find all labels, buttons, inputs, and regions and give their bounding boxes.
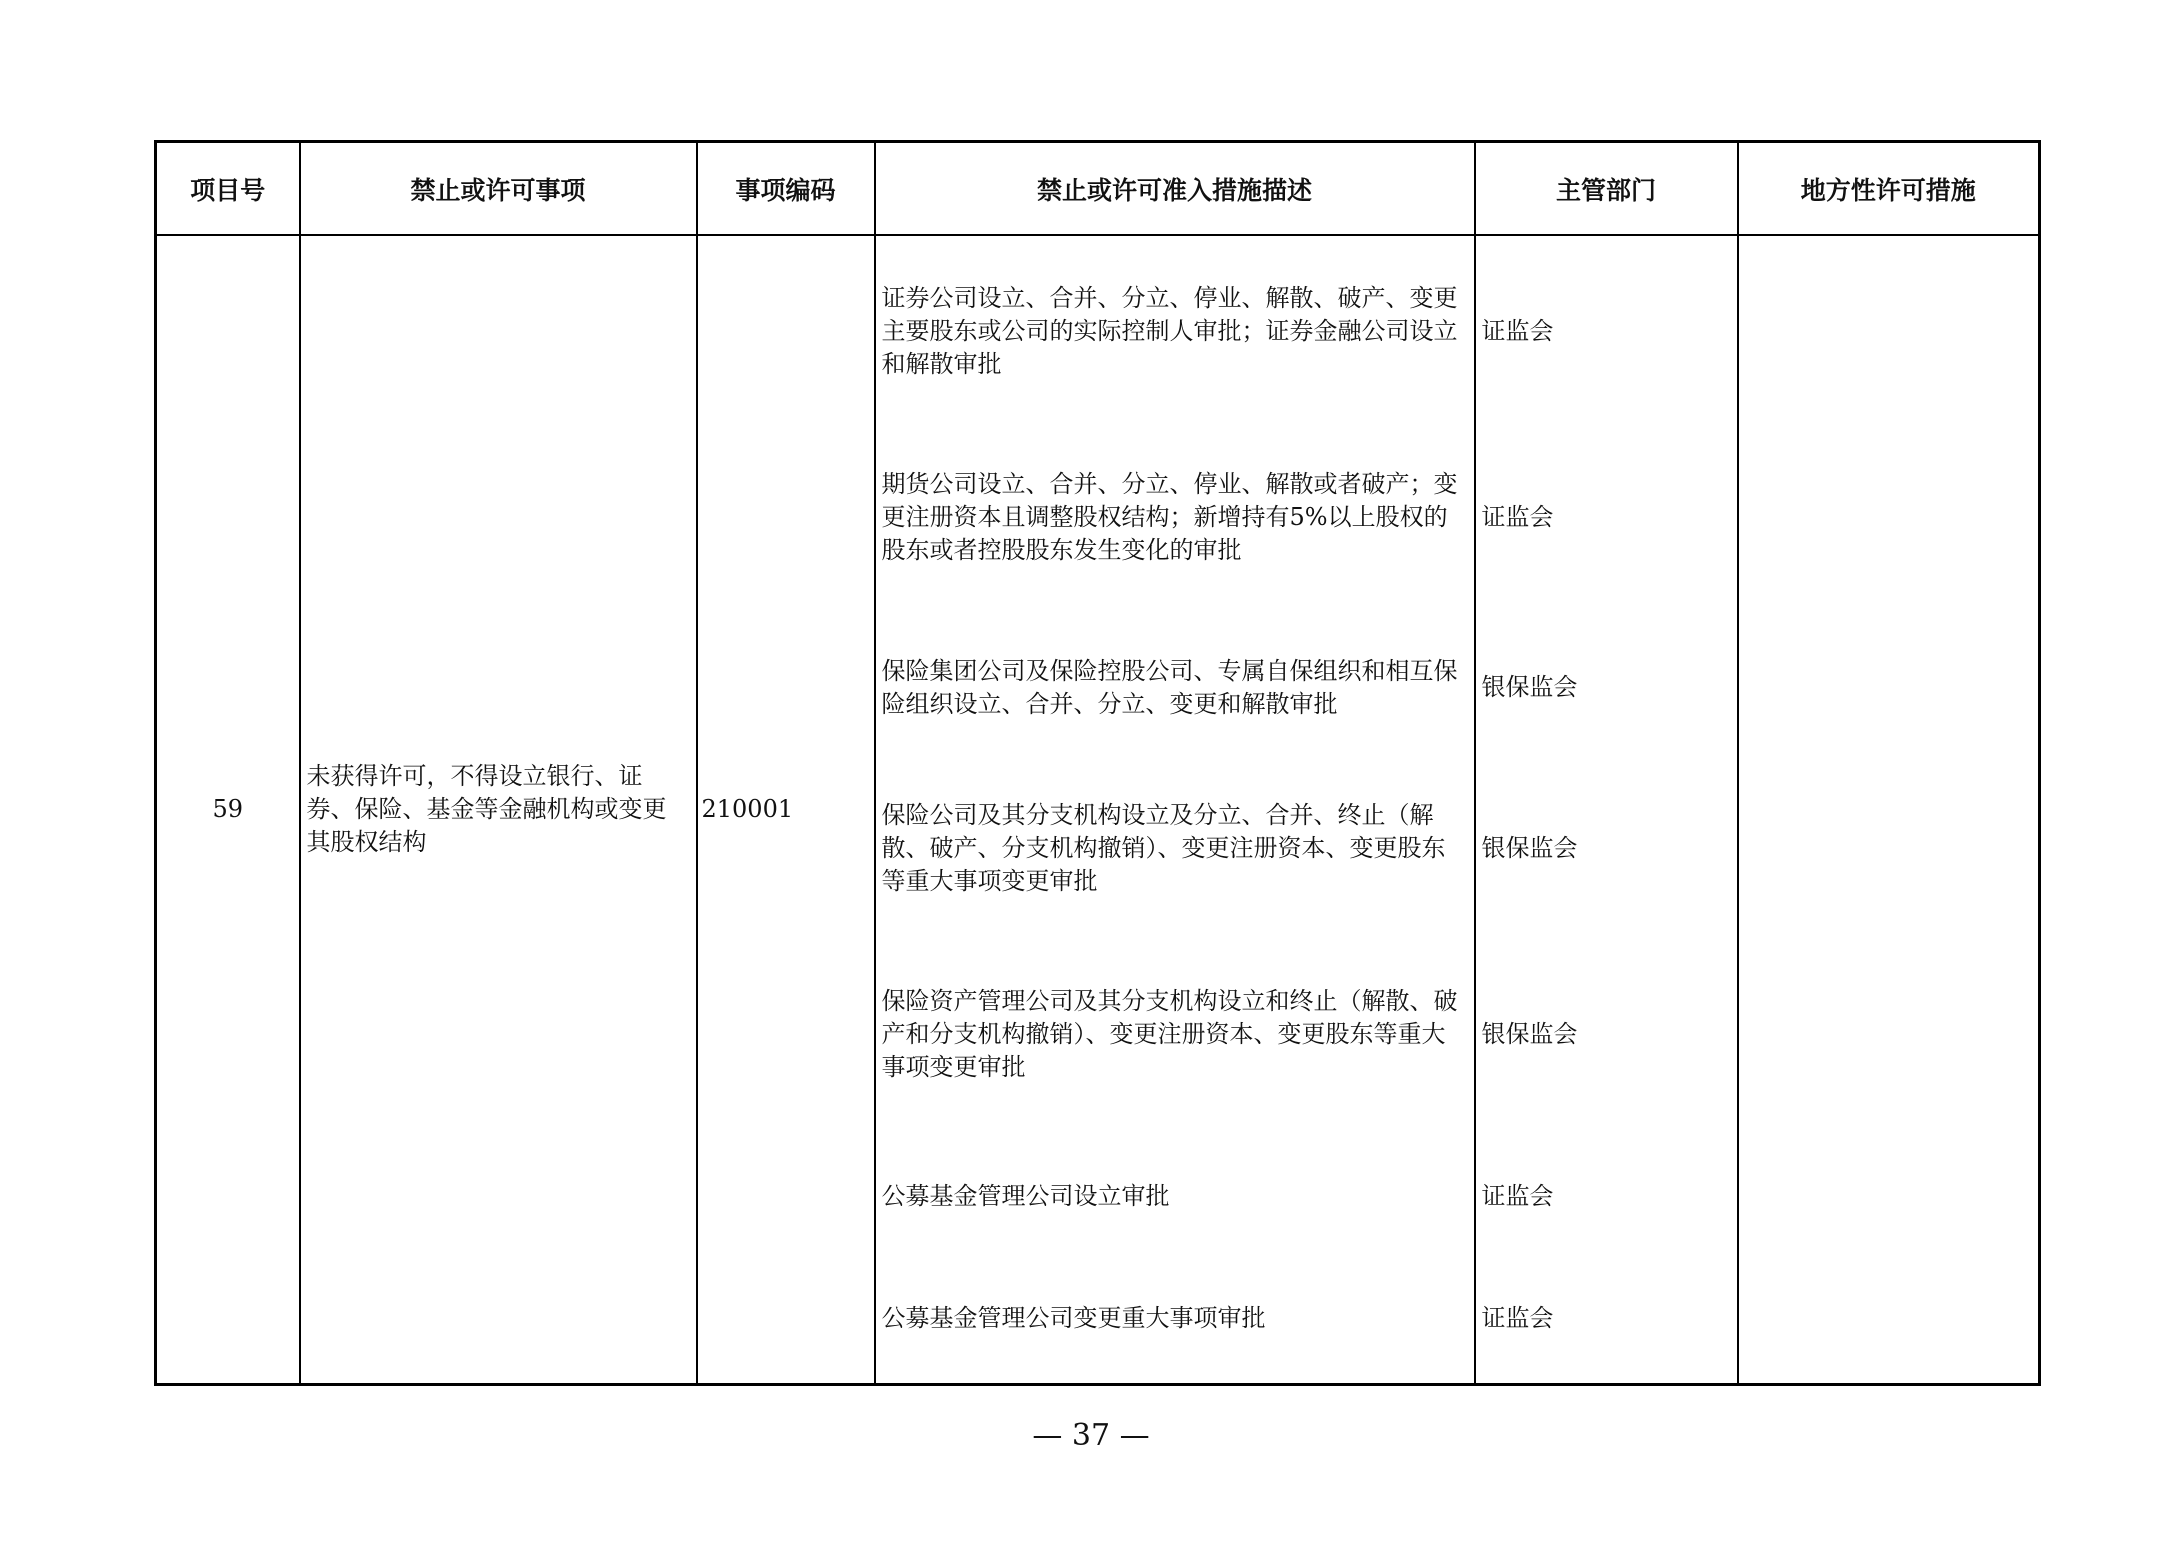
department-text: 证监会 (1481, 316, 1554, 345)
department-text: 银保监会 (1481, 833, 1578, 862)
department-item (1476, 608, 1737, 767)
description-item (876, 1139, 1474, 1253)
description-text: 保险公司及其分支机构设立及分立、合并、终止（解散、破产、分支机构撤销）、变更注册资本、变更股东等重大事项变更审批 (881, 800, 1446, 895)
description-text: 保险资产管理公司及其分支机构设立和终止（解散、破产和分支机构撤销）、变更注册资本、变更股东等重大事项变更审批 (881, 986, 1458, 1081)
description-text: 公募基金管理公司设立审批 (881, 1181, 1170, 1210)
page-number: — 37 — (1032, 1418, 1150, 1453)
item-number-cell: 59 (156, 235, 300, 1385)
description-text: 保险集团公司及保险控股公司、专属自保组织和相互保险组织设立、合并、分立、变更和解散审批 (881, 656, 1458, 718)
description-item (876, 1253, 1474, 1383)
department-text: 证监会 (1481, 502, 1554, 531)
description-text: 期货公司设立、合并、分立、停业、解散或者破产；变更注册资本且调整股权结构；新增持有5%以上股权的股东或者控股股东发生变化的审批 (881, 469, 1458, 564)
header-description: 禁止或许可准入措施描述 (875, 142, 1475, 236)
department-cell (1475, 235, 1738, 1385)
description-item (876, 426, 1474, 608)
department-text: 银保监会 (1481, 1019, 1578, 1048)
matter-cell: 未获得许可，不得设立银行、证券、保险、基金等金融机构或变更其股权结构 (300, 235, 697, 1385)
header-item-no: 项目号 (156, 142, 300, 236)
department-text: 证监会 (1481, 1181, 1554, 1210)
code-cell: 210001 (697, 235, 875, 1385)
description-item (876, 236, 1474, 426)
department-text: 银保监会 (1481, 673, 1578, 701)
description-text: 公募基金管理公司变更重大事项审批 (881, 1303, 1266, 1332)
department-list (1476, 236, 1737, 1383)
header-local-measures: 地方性许可措施 (1738, 142, 2040, 236)
department-item (1476, 929, 1737, 1139)
description-item (876, 929, 1474, 1139)
department-item (1476, 236, 1737, 426)
description-list (876, 236, 1474, 1383)
department-item (1476, 426, 1737, 608)
department-item (1476, 1139, 1737, 1253)
header-row (156, 142, 2040, 236)
permit-measures-table (154, 140, 2041, 1386)
local-measures-cell (1738, 235, 2040, 1385)
header-matter: 禁止或许可事项 (300, 142, 697, 236)
description-item (876, 767, 1474, 929)
header-department: 主管部门 (1475, 142, 1738, 236)
description-item (876, 608, 1474, 767)
header-code: 事项编码 (697, 142, 875, 236)
description-text: 证券公司设立、合并、分立、停业、解散、破产、变更主要股东或公司的实际控制人审批；证券金融公司设立和解散审批 (881, 283, 1458, 378)
department-item (1476, 1253, 1737, 1383)
table-row (156, 235, 2040, 1385)
department-text: 证监会 (1481, 1303, 1554, 1332)
description-cell (875, 235, 1475, 1385)
department-item (1476, 767, 1737, 929)
